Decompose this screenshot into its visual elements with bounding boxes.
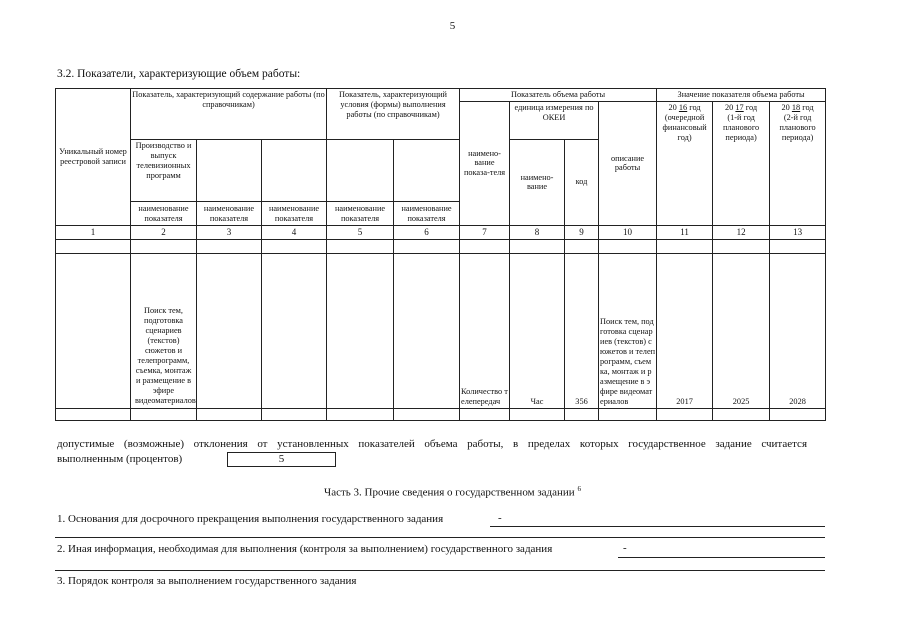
table-row (56, 253, 826, 408)
header-year-1: 20 16 год (очередной финансовый год) (657, 101, 713, 225)
header-conditions-indicator: Показатель, характеризующий условия (формы) выполнения работы (по справочникам) (327, 89, 460, 140)
item-2-value: - (623, 542, 627, 554)
tolerance-text: допустимые (возможные) отклонения от установленных показателей объема работы, в пределах которых государственное задание считается (57, 438, 807, 450)
header-unit-name: наимено-вание (510, 139, 565, 225)
indicator-name-label: наименование показателя (197, 201, 262, 225)
header-unit-code: код (565, 139, 599, 225)
indicator-name-label: наименование показателя (327, 201, 394, 225)
item-3-label: 3. Порядок контроля за выполнением государственного задания (57, 575, 357, 587)
item-1-underline (490, 526, 825, 527)
cell-description: Поиск тем, подготовка сценариев (текстов) сюжетов и телепрограмм, съемка, монтаж и размещение в эфире видеоматериалов (599, 253, 657, 408)
footnote-marker: 6 (577, 485, 581, 493)
cell-unit-name: Час (510, 253, 565, 408)
header-year-2: 20 17 год (1-й год планового периода) (713, 101, 770, 225)
header-content-first: Производство и выпуск телевизионных программ (131, 139, 197, 201)
cell-value-year-2: 2025 (713, 253, 770, 408)
header-work-description: описание работы (599, 101, 657, 225)
divider-line (55, 570, 825, 571)
indicator-name-label: наименование показателя (394, 201, 460, 225)
header-volume-indicator-name: наимено-вание показа-теля (460, 101, 510, 225)
item-2-underline (618, 557, 825, 558)
cell-volume-indicator-name: Количество телепередач (460, 253, 510, 408)
indicator-name-label: наименование показателя (262, 201, 327, 225)
header-year-3: 20 18 год (2-й год планового периода) (770, 101, 826, 225)
cell-unit-code: 356 (565, 253, 599, 408)
item-1-label: 1. Основания для досрочного прекращения выполнения государственного задания (57, 513, 444, 525)
item-1-value: - (498, 512, 502, 524)
section-title: 3.2. Показатели, характеризующие объем работы: (57, 68, 301, 80)
tolerance-value-box: 5 (227, 452, 336, 467)
header-volume-value: Значение показателя объема работы (657, 89, 826, 102)
cell-content: Поиск тем, подготовка сценариев (текстов) сюжетов и телепрограмм, съемка, монтаж и размещение в эфире видеоматериалов (131, 253, 197, 408)
cell-value-year-3: 2028 (770, 253, 826, 408)
header-content-indicator: Показатель, характеризующий содержание работы (по справочникам) (131, 89, 327, 140)
header-volume-indicator: Показатель объема работы (460, 89, 657, 102)
indicator-name-label: наименование показателя (131, 201, 197, 225)
part3-title: Часть 3. Прочие сведения о государственном задании $^6$ (324, 485, 581, 499)
cell-value-year-1: 2017 (657, 253, 713, 408)
page-number: 5 (449, 20, 456, 32)
header-unit: единица измерения по ОКЕИ (510, 101, 599, 139)
column-number-row: 1 2 3 4 5 6 7 8 9 10 11 12 13 (56, 225, 826, 239)
item-2-label: 2. Иная информация, необходимая для выполнения (контроля за выполнением) государственного задания (57, 543, 553, 555)
divider-line (55, 537, 825, 538)
tolerance-text-cont: выполненным (процентов) (57, 453, 183, 465)
header-unique-number: Уникальный номер реестровой записи (56, 89, 131, 226)
volume-indicators-table (55, 88, 826, 421)
